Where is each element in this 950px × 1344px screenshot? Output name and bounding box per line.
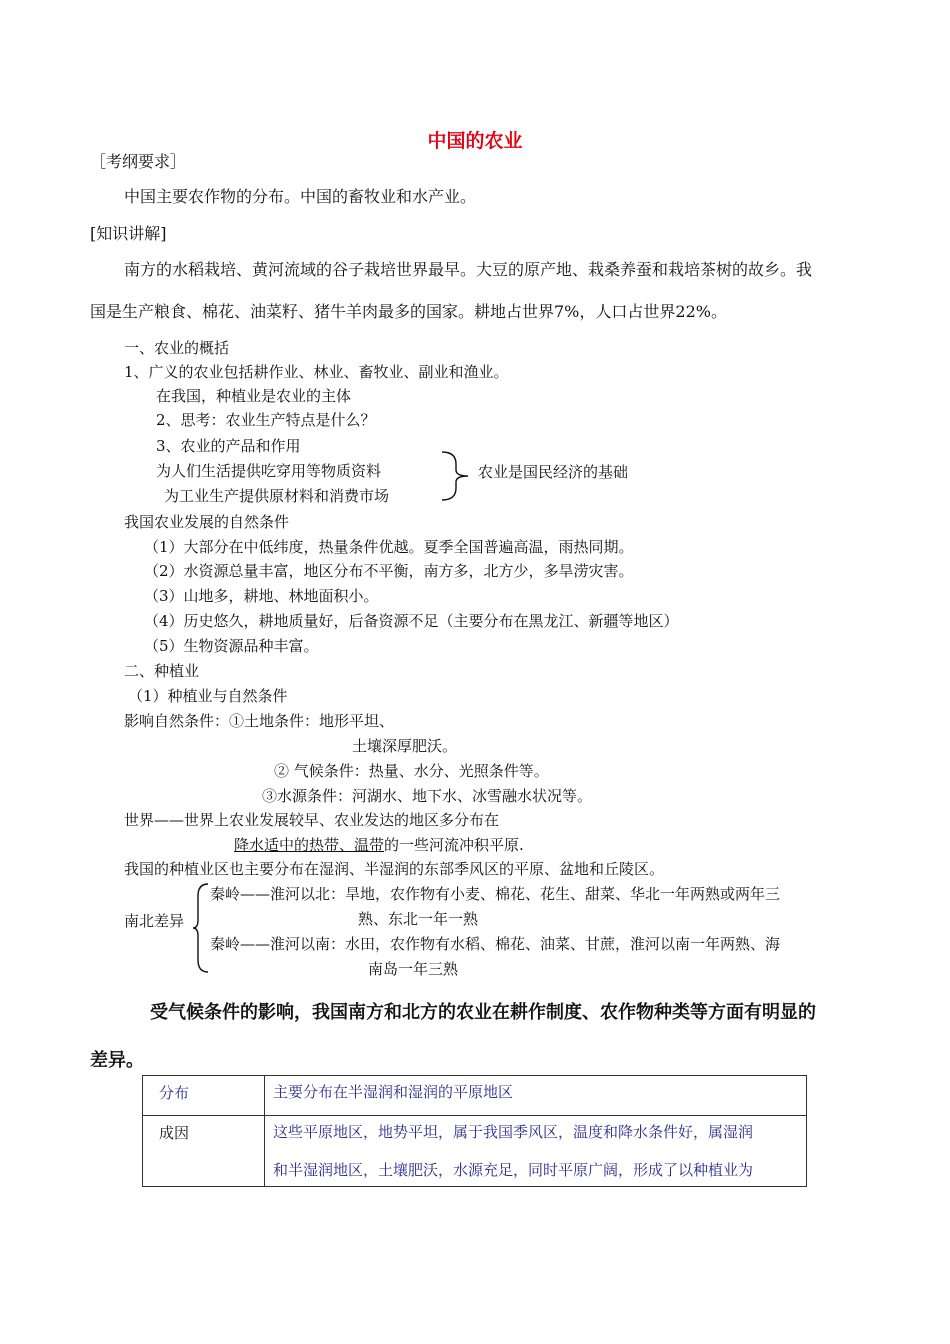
page-title: 中国的农业: [427, 130, 523, 152]
table-value-distribution: 主要分布在半湿润和湿润的平原地区: [265, 1076, 807, 1116]
section1-item3: 3、农业的产品和作用: [156, 437, 301, 455]
natural-condition-3: （3）山地多，耕地、林地面积小。: [144, 587, 379, 605]
table-label-cause: 成因: [143, 1116, 265, 1187]
section-requirements-heading: ［考纲要求］: [90, 152, 187, 171]
intro-paragraph-line2: 国是生产粮食、棉花、油菜籽、猪牛羊肉最多的国家。耕地占世界7%，人口占世界22%。: [90, 302, 727, 321]
section2-world-line2: [234, 835, 524, 855]
section2-condition1-cont: 土壤深厚肥沃。: [352, 737, 458, 755]
underlined-climate-zones: 降水适中的热带、温带: [234, 836, 385, 854]
bold-summary-line1: 受气候条件的影响，我国南方和北方的农业在耕作制度、农作物种类等方面有明显的: [150, 1002, 816, 1023]
section2-heading: 二、种植业: [124, 662, 200, 680]
section1-item1-note: 在我国，种植业是农业的主体: [156, 387, 352, 405]
intro-paragraph-line1: 南方的水稻栽培、黄河流域的谷子栽培世界最早。大豆的原产地、栽桑养蚕和栽培茶树的故乡。我: [124, 260, 813, 279]
table-row: [143, 1116, 807, 1187]
requirements-text: 中国主要农作物的分布。中国的畜牧业和水产业。: [124, 187, 477, 206]
right-brace-icon: [438, 450, 472, 502]
distribution-table: [142, 1075, 807, 1187]
natural-condition-5: （5）生物资源品种丰富。: [144, 637, 319, 655]
natural-condition-1: （1）大部分在中低纬度，热量条件优越。夏季全国普遍高温，雨热同期。: [144, 538, 634, 556]
south-line2: 南岛一年三熟: [368, 960, 459, 978]
section1-item3a: 为人们生活提供吃穿用等物质资料: [156, 462, 382, 480]
section2-condition2: ② 气候条件：热量、水分、光照条件等。: [274, 762, 549, 780]
section2-sub1: （1）种植业与自然条件: [128, 687, 288, 705]
section2-world-line1: 世界——世界上农业发展较早、农业发达的地区多分布在: [124, 811, 500, 829]
world-line2-rest: 的一些河流冲积平原.: [384, 836, 524, 854]
section2-china: 我国的种植业区也主要分布在湿润、半湿润的东部季风区的平原、盆地和丘陵区。: [124, 860, 665, 878]
left-brace-icon: [192, 882, 212, 974]
north-line1: 秦岭——淮河以北：旱地，农作物有小麦、棉花、花生、甜菜、华北一年两熟或两年三: [210, 885, 781, 903]
table-label-distribution: 分布: [143, 1076, 265, 1116]
section2-condition3: ③水源条件：河湖水、地下水、冰雪融水状况等。: [262, 787, 593, 805]
natural-conditions-heading: 我国农业发展的自然条件: [124, 513, 290, 531]
section1-item1: 1、广义的农业包括耕作业、林业、畜牧业、副业和渔业。: [124, 363, 509, 381]
south-line1: 秦岭——淮河以南：水田，农作物有水稻、棉花、油菜、甘蔗，淮河以南一年两熟、海: [210, 935, 781, 953]
table-value-cause: 这些平原地区，地势平坦，属于我国季风区，温度和降水条件好，属湿润 和半湿润地区，土壤肥沃，水源充足，同时平原广阔，形成了以种植业为: [265, 1116, 807, 1187]
section1-heading: 一、农业的概括: [124, 339, 230, 357]
north-line2: 熟、东北一年一熟: [358, 910, 479, 928]
bold-summary-line2: 差异。: [90, 1050, 144, 1071]
table-row: [143, 1076, 807, 1116]
section1-item3b: 为工业生产提供原材料和消费市场: [164, 487, 390, 505]
north-south-label: 南北差异: [124, 912, 185, 930]
section1-item2: 2、思考：农业生产特点是什么？: [156, 411, 376, 429]
section-knowledge-heading: [知识讲解]: [90, 224, 167, 243]
section2-conditions-label: 影响自然条件：①土地条件：地形平坦、: [124, 712, 395, 730]
natural-condition-2: （2）水资源总量丰富，地区分布不平衡，南方多，北方少，多旱涝灾害。: [144, 562, 634, 580]
natural-condition-4: （4）历史悠久，耕地质量好，后备资源不足（主要分布在黑龙江、新疆等地区）: [144, 612, 679, 630]
section1-brace-conclusion: 农业是国民经济的基础: [478, 463, 629, 481]
